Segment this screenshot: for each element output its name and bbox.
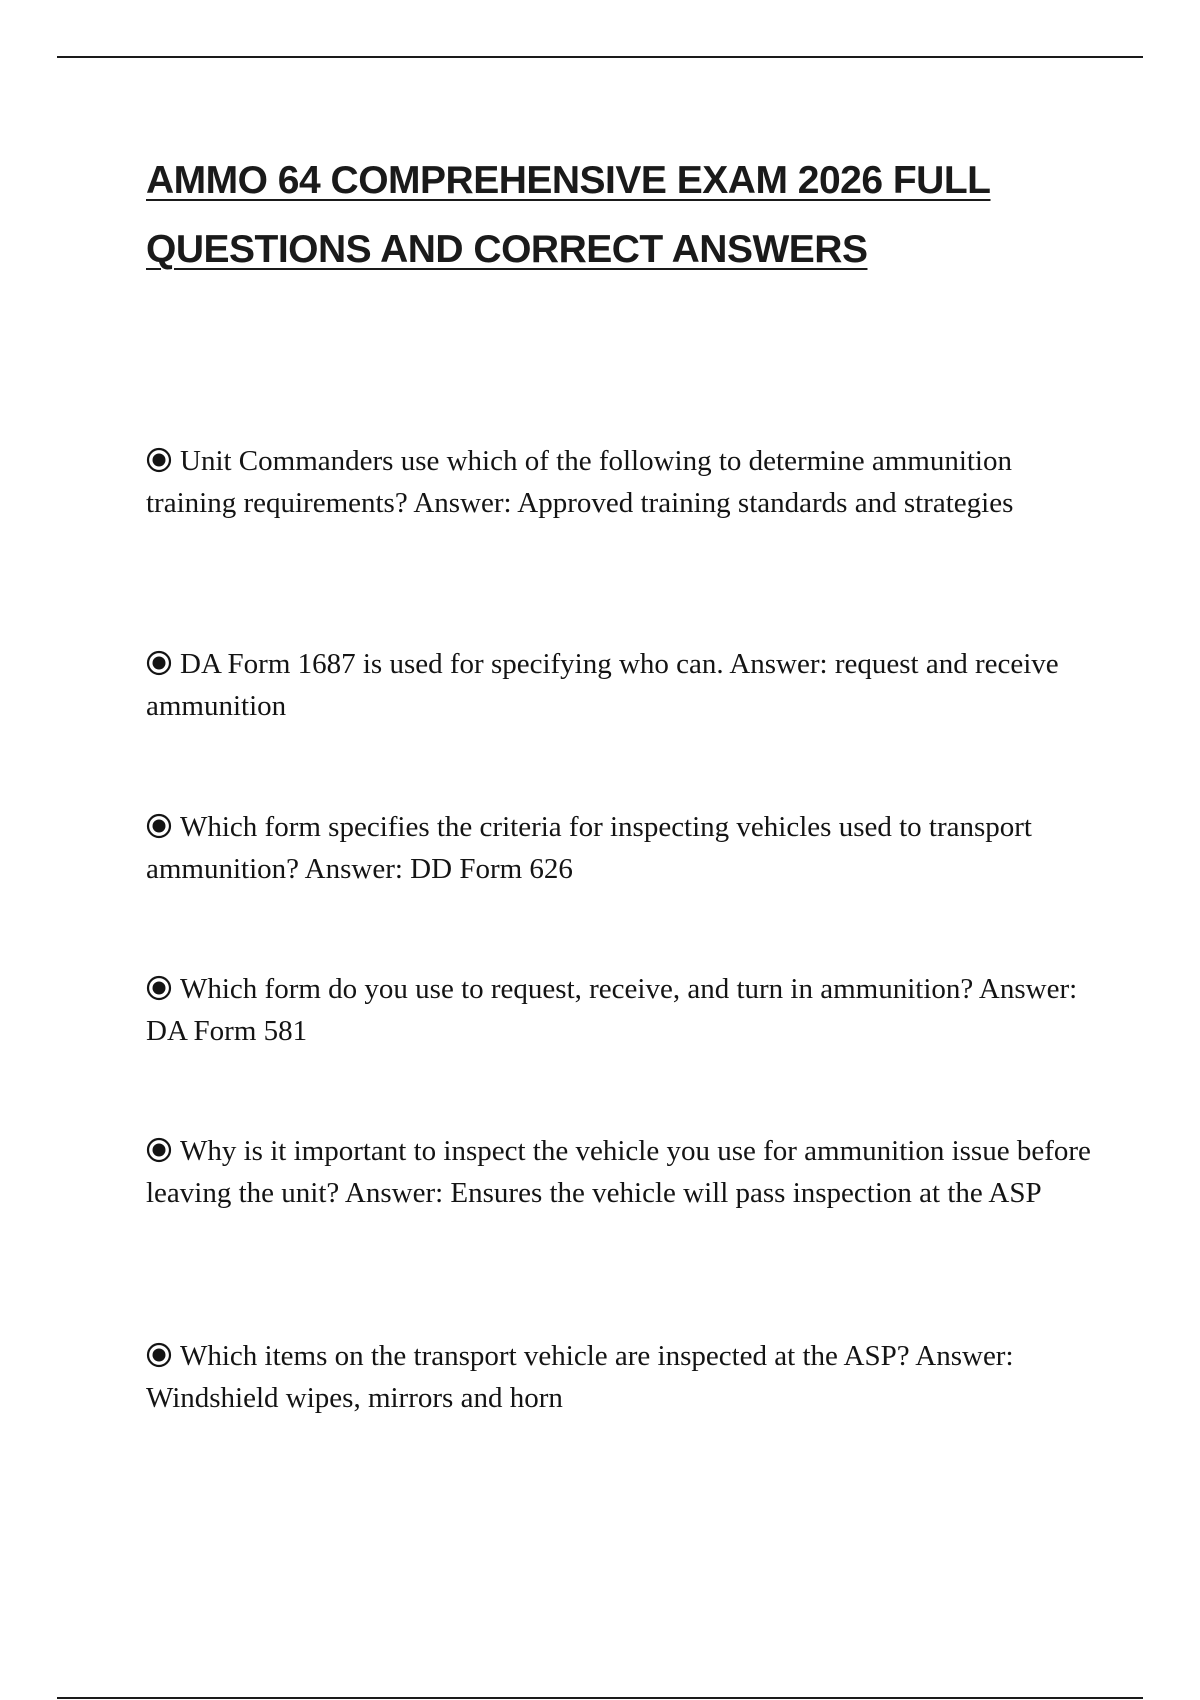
bottom-divider (57, 1697, 1143, 1699)
qa-item (146, 806, 1096, 890)
qa-item-text: Unit Commanders use which of the following to determine ammunition training requirements? Answer: Approved training standards and strategies (146, 445, 1014, 519)
qa-item-text: Which items on the transport vehicle are inspected at the ASP? Answer: Windshield wipes, mirrors and horn (146, 1340, 1014, 1414)
qa-item (146, 1130, 1096, 1214)
radio-bullet-icon (146, 650, 172, 676)
qa-item (146, 643, 1096, 727)
radio-bullet-icon (146, 1137, 172, 1163)
radio-bullet-icon (146, 975, 172, 1001)
qa-item-text: Which form specifies the criteria for inspecting vehicles used to transport ammunition? Answer: DD Form 626 (146, 811, 1032, 885)
radio-bullet-icon (146, 1342, 172, 1368)
qa-item (146, 1335, 1096, 1419)
qa-item (146, 440, 1096, 524)
document-title: AMMO 64 COMPREHENSIVE EXAM 2026 FULL QUESTIONS AND CORRECT ANSWERS (146, 159, 991, 271)
qa-item (146, 968, 1096, 1052)
qa-item-text: Why is it important to inspect the vehicle you use for ammunition issue before leaving the unit? Answer: Ensures the vehicle will pass inspection at the ASP (146, 1135, 1091, 1209)
qa-item-text: DA Form 1687 is used for specifying who can. Answer: request and receive ammunition (146, 648, 1059, 722)
qa-item-text: Which form do you use to request, receive, and turn in ammunition? Answer: DA Form 581 (146, 973, 1078, 1047)
radio-bullet-icon (146, 447, 172, 473)
radio-bullet-icon (146, 813, 172, 839)
top-divider (57, 56, 1143, 58)
